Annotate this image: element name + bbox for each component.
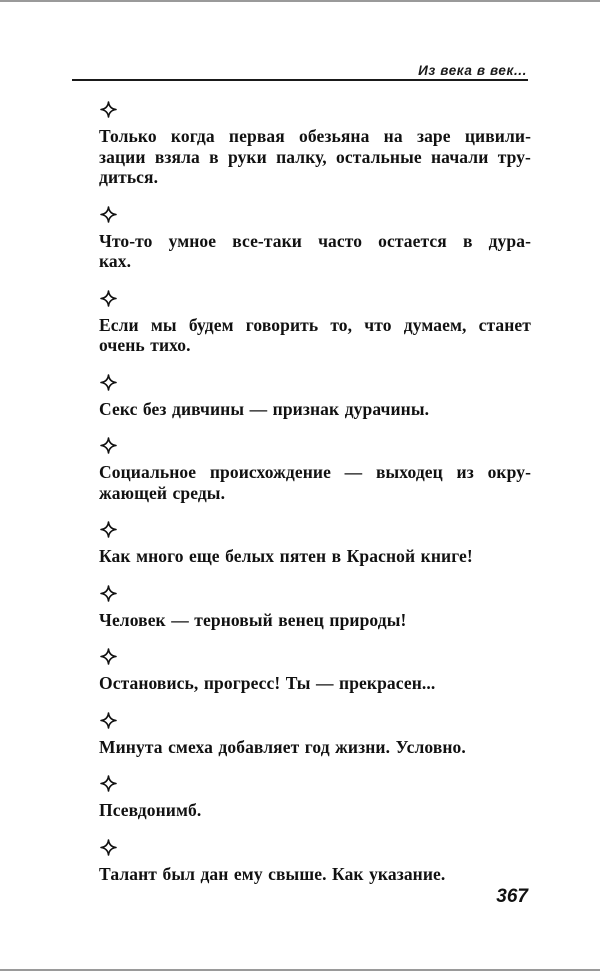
aphorism-text <box>99 737 531 758</box>
aphorism-entry <box>99 775 531 821</box>
aphorism-text <box>99 399 531 420</box>
aphorism-entry <box>99 290 531 356</box>
aphorism-entry <box>99 206 531 272</box>
text-line: Секс без дивчины — признак дурачины. <box>99 398 430 419</box>
running-head: Из века в век... <box>418 63 527 78</box>
four-point-star-icon <box>100 648 117 665</box>
four-point-star-icon <box>100 712 117 729</box>
aphorism-text <box>99 800 531 821</box>
aphorism-list <box>99 101 531 902</box>
aphorism-entry <box>99 374 531 420</box>
four-point-star-icon <box>100 101 117 118</box>
aphorism-text <box>99 610 531 631</box>
four-point-star-icon <box>100 775 117 792</box>
aphorism-entry <box>99 437 531 503</box>
top-edge-rule <box>0 0 600 2</box>
text-line: Остановись, прогресс! Ты — прекрасен... <box>99 673 436 693</box>
text-line: Как много еще белых пятен в Красной книге! <box>99 546 473 566</box>
aphorism-text <box>99 315 531 356</box>
aphorism-text <box>99 864 531 885</box>
four-point-star-icon <box>100 839 117 856</box>
text-line: Если мы будем говорить то, что думаем, станет <box>99 314 531 335</box>
text-line: Псевдонимб. <box>99 800 202 820</box>
four-point-star-icon <box>100 374 117 391</box>
aphorism-entry <box>99 839 531 885</box>
aphorism-text <box>99 231 531 272</box>
text-line: очень тихо. <box>99 335 191 355</box>
text-line: диться. <box>99 167 159 187</box>
four-point-star-icon <box>100 290 117 307</box>
aphorism-text <box>99 462 531 503</box>
aphorism-text <box>99 126 531 188</box>
aphorism-text <box>99 673 531 694</box>
aphorism-entry <box>99 648 531 694</box>
text-line: Минута смеха добавляет год жизни. Условно. <box>99 736 466 757</box>
text-line: ках. <box>99 251 132 271</box>
text-line: Что-то умное все-таки часто остается в дура- <box>99 230 531 251</box>
aphorism-entry <box>99 712 531 758</box>
aphorism-entry <box>99 585 531 631</box>
text-line: Социальное происхождение — выходец из окру- <box>99 462 531 482</box>
text-line: Талант был дан ему свыше. Как указание. <box>99 863 446 884</box>
aphorism-text <box>99 546 531 567</box>
four-point-star-icon <box>100 437 117 454</box>
text-line: Только когда первая обезьяна на заре цивили- <box>99 126 531 146</box>
header-rule <box>72 79 528 81</box>
bottom-edge-rule <box>0 969 600 971</box>
text-line: Человек — терновый венец природы! <box>99 609 407 630</box>
four-point-star-icon <box>100 521 117 538</box>
four-point-star-icon <box>100 585 117 602</box>
text-line: жающей среды. <box>99 482 226 503</box>
text-line: зации взяла в руки палку, остальные начали тру- <box>99 146 531 167</box>
four-point-star-icon <box>100 206 117 223</box>
aphorism-entry <box>99 521 531 567</box>
aphorism-entry <box>99 101 531 188</box>
page-number: 367 <box>496 886 528 907</box>
